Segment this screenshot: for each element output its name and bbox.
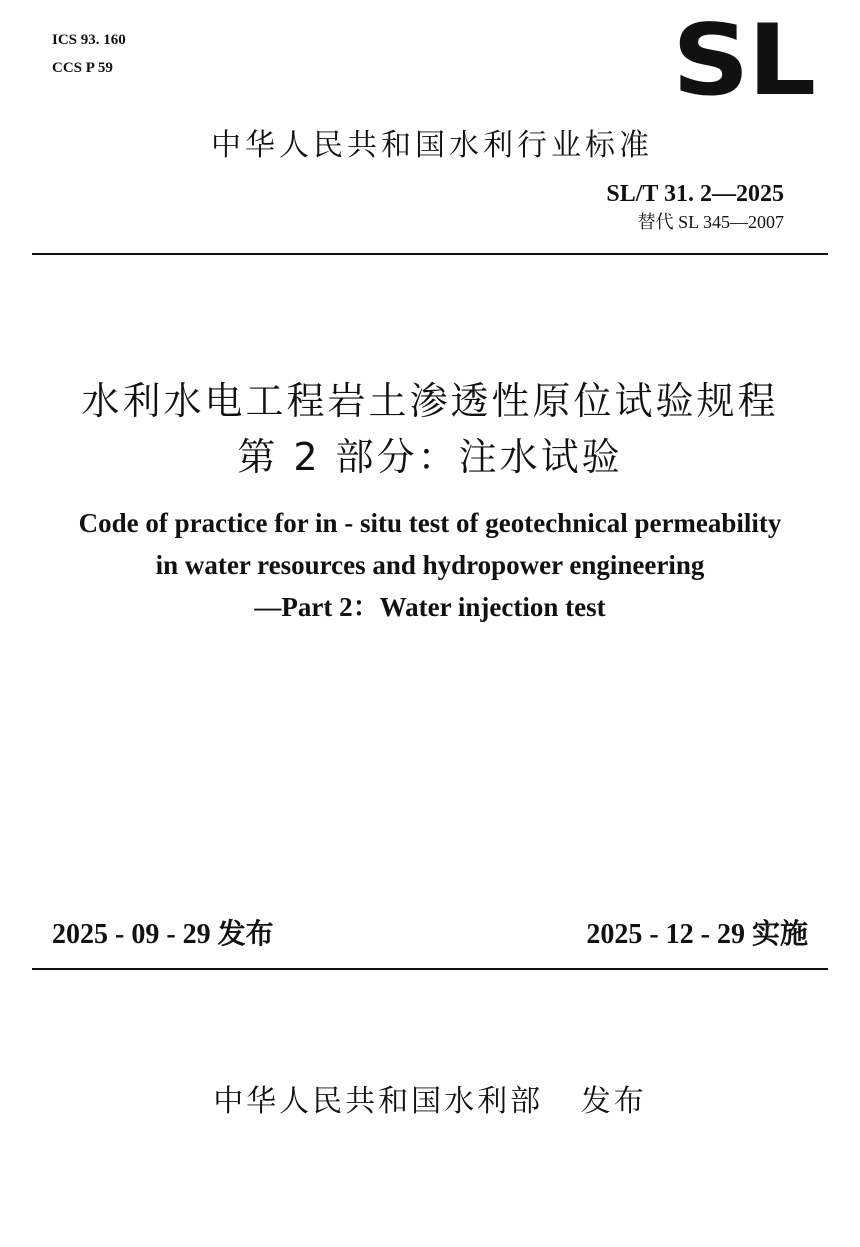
ics-code: ICS 93. 160 [52,32,126,48]
standard-number-block [606,178,784,234]
implement-date: 2025 - 12 - 29 实施 [586,919,808,950]
bottom-divider [32,968,828,970]
standard-number: SL/T 31. 2—2025 [606,181,784,207]
title-en-line1: Code of practice for in - situ test of geotechnical permeability [78,508,782,538]
title-en-line3: —Part 2：Water injection test [254,592,606,622]
top-divider [32,253,828,255]
title-cn-line1: 水利水电工程岩土渗透性原位试验规程 [81,379,779,423]
title-cn-line2: 第 2 部分：注水试验 [237,435,623,479]
industry-standard-heading: 中华人民共和国水利行业标准 [211,128,653,163]
replaces-note: 替代 SL 345—2007 [637,212,784,232]
issue-date: 2025 - 09 - 29 发布 [52,919,274,950]
ccs-code: CCS P 59 [52,60,113,76]
publisher: 中华人民共和国水利部 发布 [213,1084,647,1119]
sl-logo: SL [672,4,814,118]
title-en-line2: in water resources and hydropower engineering [155,550,705,580]
classification-codes [52,26,126,82]
